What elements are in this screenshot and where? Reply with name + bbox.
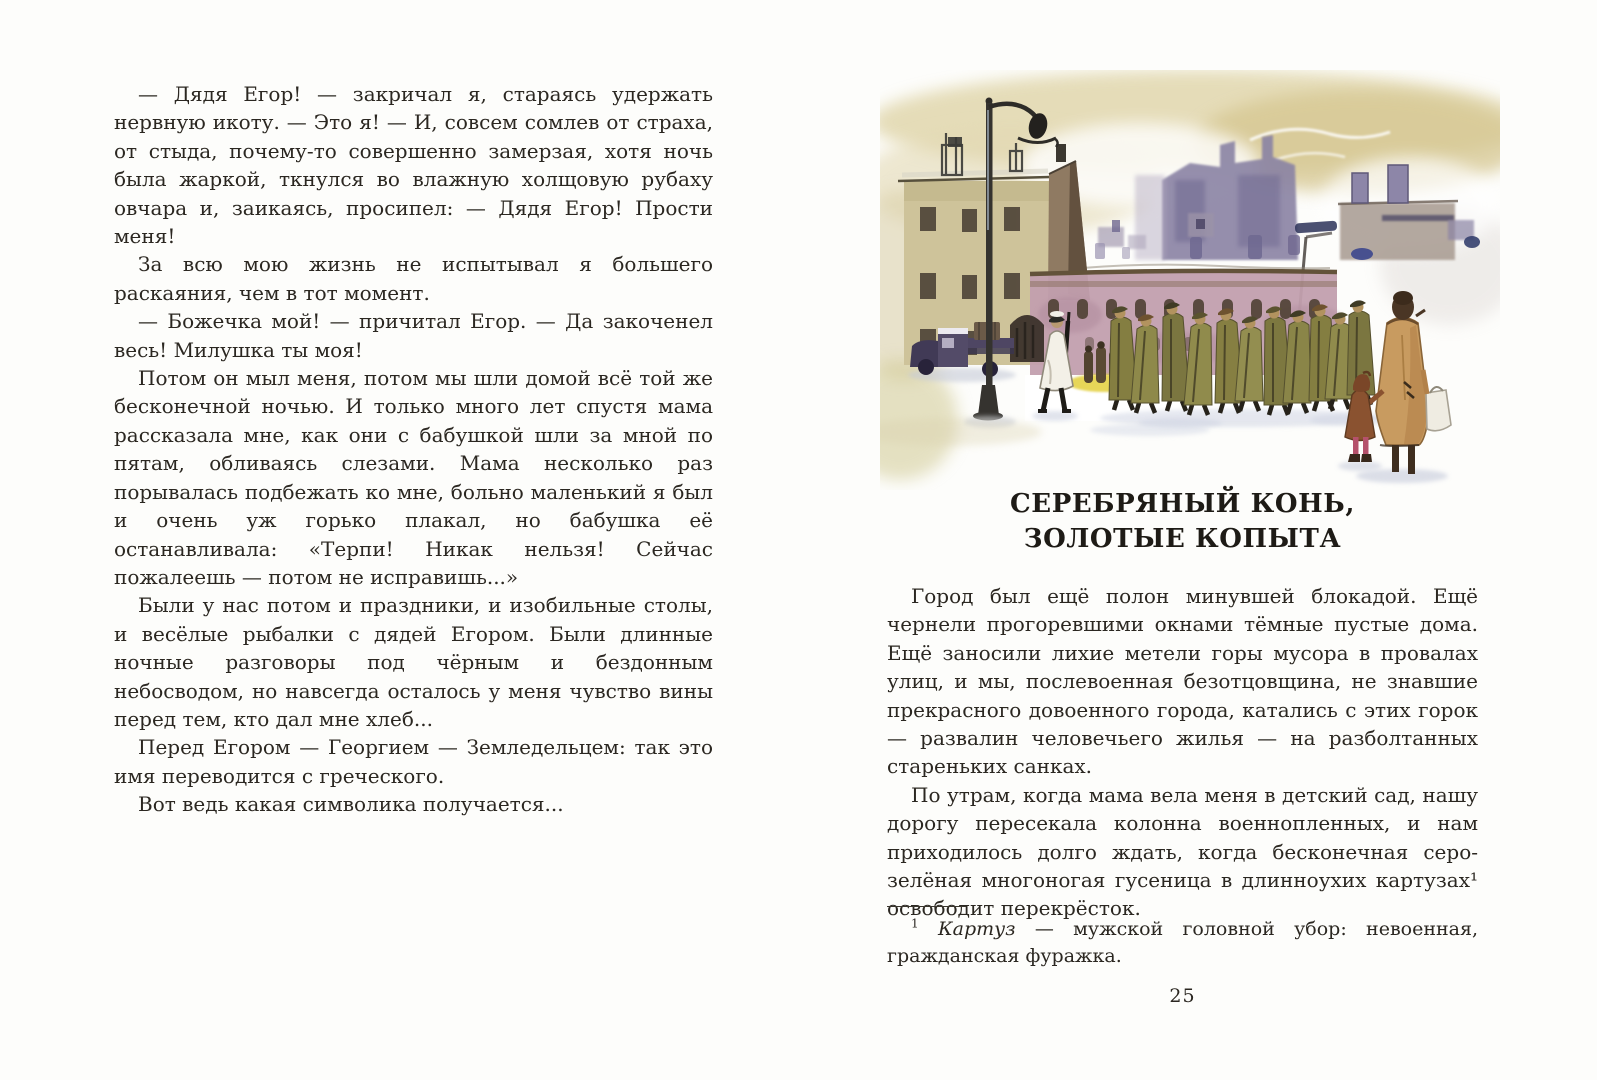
paragraph: Вот ведь какая символика получается... xyxy=(138,792,564,817)
page-number: 25 xyxy=(1169,985,1196,1007)
paragraph: — Дядя Егор! — закричал я, стараясь удержать нервную икоту. — Это я! — И, совсем сомлев от страха, от стыда, почему-то совершенно замерзая, хотя ночь была жаркой, ткнулся во влажную холщовую рубаху овчара и, заикаясь, просипел: — Дядя Егор! Прости меня! xyxy=(114,82,713,249)
footnote xyxy=(887,906,1478,970)
paragraph: Потом он мыл меня, потом мы шли домой всё той же бесконечной ночью. И только много лет спустя мама рассказала мне, как они с бабушкой шли за мной по пятам, обливаясь слезами. Мама несколько раз порывалась подбежать ко мне, больно маленький я был и очень уж горько плакал, но бабушка её останавливала: «Терпи! Никак нельзя! Сейчас пожалеешь — потом не исправишь...» xyxy=(114,366,713,589)
footnote-term: Картуз xyxy=(937,918,1016,940)
paragraph: Были у нас потом и праздники, и изобильные столы, и весёлые рыбалки с дядей Егором. Были длинные ночные разговоры под чёрным и бездонным небосводом, но навсегда осталось у меня чувство вины перед тем, кто дал мне хлеб... xyxy=(114,593,713,731)
chapter-title xyxy=(887,487,1478,557)
paragraph: Перед Егором — Георгием — Земледельцем: так это имя переводится с греческого. xyxy=(114,735,713,788)
right-page-text xyxy=(887,582,1478,923)
watercolor-illustration xyxy=(880,70,1500,490)
footnote-marker: 1 xyxy=(911,916,919,931)
paragraph: По утрам, когда мама вела меня в детский сад, нашу дорогу пересекала колонна военнопленных, и нам приходилось долго ждать, когда бесконечная серо-зелёная многоногая гусеница в длинноухих картузах¹ освободит перекрёсток. xyxy=(887,782,1478,921)
left-page-text xyxy=(114,80,713,819)
chapter-title-line: СЕРЕБРЯНЫЙ КОНЬ, xyxy=(1010,489,1355,519)
paragraph: Город был ещё полон минувшей блокадой. Ещё чернели прогоревшими окнами тёмные пустые дома. Ещё заносили лихие метели горы мусора в провалах улиц, и мы, послевоенная безотцовщина, не знавшие прекрасного довоенного города, катались с этих горок — развалин человечьего жилья — на разболтанных стареньких санках. xyxy=(887,584,1478,779)
paragraph: — Божечка мой! — причитал Егор. — Да закоченел весь! Милушка ты моя! xyxy=(114,309,713,362)
chapter-title-line: ЗОЛОТЫЕ КОПЫТА xyxy=(1023,524,1342,554)
paragraph: За всю мою жизнь не испытывал я большего раскаяния, чем в тот момент. xyxy=(114,252,713,305)
footnote-body: — мужской головной убор: невоенная, гражданская фуражка. xyxy=(887,918,1479,967)
footnote-rule xyxy=(887,906,966,907)
footnote-text xyxy=(887,916,1478,970)
